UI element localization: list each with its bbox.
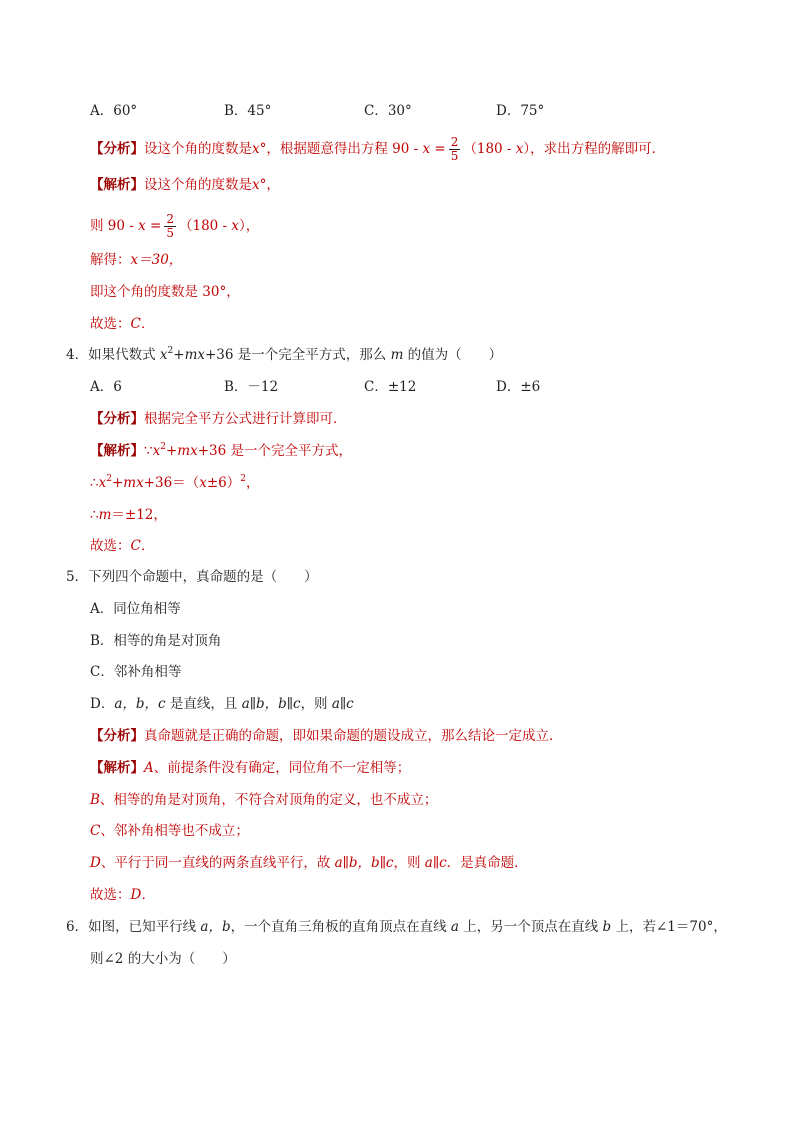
math-var: x — [159, 347, 168, 363]
math-var: x — [98, 475, 107, 491]
q5-analysis — [90, 726, 563, 746]
q3-answer — [90, 314, 154, 334]
math-var: a∥b，b∥c — [334, 855, 394, 871]
solution-text: = — [145, 218, 162, 234]
fraction-denominator: 5 — [450, 149, 459, 163]
math-var: D — [90, 855, 101, 871]
exponent: 2 — [160, 442, 166, 452]
q4-answer — [90, 536, 154, 556]
exponent: 2 — [167, 346, 174, 356]
math-var: x — [152, 443, 161, 459]
math-var: mx — [123, 475, 144, 491]
q3-option-d: D．75° — [496, 103, 545, 119]
solution-text: ＝±12， — [111, 507, 167, 523]
solution-text: 设这个角的度数是 — [144, 177, 252, 193]
fraction-numerator: 2 — [450, 135, 459, 149]
solution-text: 解得： — [90, 252, 131, 268]
q3-step-2 — [90, 250, 182, 270]
answer-value: C． — [130, 316, 155, 332]
solution-text: + — [165, 443, 178, 459]
fraction — [164, 213, 176, 240]
q3-option-a: A．60° — [90, 103, 138, 119]
solution-text: ．是真命题． — [446, 855, 528, 871]
solution-text: ， — [245, 475, 260, 491]
solution-text: +36＝（ — [143, 475, 200, 491]
analysis-tag: 【分析】 — [90, 411, 144, 427]
math-var: a，b，c — [114, 696, 166, 712]
math-var: x — [422, 141, 431, 157]
math-var: x — [199, 475, 207, 491]
math-var: m — [390, 347, 404, 363]
q5-option-d — [90, 694, 354, 714]
answer-label: 故选： — [90, 316, 131, 332]
math-var: mx — [184, 347, 205, 363]
math-var: x — [515, 141, 524, 157]
q3-step-3 — [90, 282, 240, 302]
option-text: ，则 — [300, 696, 332, 712]
question-text: + — [173, 347, 185, 363]
math-var: mx — [177, 443, 198, 459]
solution-text: 即这个角的度数是 — [90, 284, 203, 300]
solution-text: 、相等的角是对顶角，不符合对顶角的定义，也不成立； — [99, 792, 438, 808]
q4-analysis — [90, 409, 347, 429]
q5-option-a: A．同位角相等 — [90, 601, 181, 617]
q4-option-a: A．6 — [90, 379, 122, 395]
solution-text: 、平行于同一直线的两条直线平行，故 — [100, 855, 335, 871]
q5-stem: 5．下列四个命题中，真命题的是（ ） — [66, 569, 318, 585]
math-var: a∥c — [331, 696, 354, 712]
solution-text: ）， — [239, 218, 260, 234]
math-var: x° — [252, 141, 267, 157]
math-var: x — [138, 218, 146, 234]
q3-solution-heading — [90, 175, 280, 195]
math-expression: 30°， — [202, 284, 240, 300]
solution-tag: 【解析】 — [90, 443, 144, 459]
q3-analysis — [90, 136, 665, 163]
solution-text: 、前提条件没有确定，同位角不一定相等； — [153, 760, 411, 776]
math-var: m — [98, 507, 112, 523]
q5-option-b: B．相等的角是对顶角 — [90, 633, 222, 649]
math-var: a，b — [200, 919, 231, 935]
fraction-denominator: 5 — [166, 226, 174, 240]
analysis-text: （180 - — [463, 141, 516, 157]
question-text: 上，另一个顶点在直线 — [458, 919, 603, 935]
question-text: 4．如果代数式 — [66, 347, 160, 363]
q4-solution-heading — [90, 441, 352, 461]
q4-stem — [66, 345, 502, 365]
analysis-tag: 【分析】 — [90, 141, 144, 157]
analysis-text: 真命题就是正确的命题，即如果命题的题设成立，那么结论一定成立． — [144, 728, 563, 744]
question-text: 6．如图，已知平行线 — [66, 919, 201, 935]
q5-option-c: C．邻补角相等 — [90, 664, 182, 680]
solution-text: ∵ — [144, 443, 153, 459]
question-text: +36 是一个完全平方式，那么 — [204, 347, 391, 363]
analysis-text: = — [430, 141, 446, 157]
answer-value: D． — [130, 887, 155, 903]
math-var: a — [450, 919, 459, 935]
question-text: 上，若∠1＝70°， — [611, 919, 727, 935]
answer-label: 故选： — [90, 538, 131, 554]
q5-solution-c — [90, 821, 249, 841]
q4-option-c: C．±12 — [364, 379, 417, 395]
math-var: B — [90, 792, 100, 808]
solution-text: 则 90 - — [90, 218, 139, 234]
fraction-numerator: 2 — [166, 212, 174, 226]
analysis-text: ），求出方程的解即可． — [523, 141, 666, 157]
exponent: 2 — [106, 474, 112, 484]
fraction — [449, 136, 461, 163]
math-var: C — [90, 823, 101, 839]
math-var: x° — [252, 177, 267, 193]
q5-answer — [90, 885, 155, 905]
analysis-tag: 【分析】 — [90, 728, 144, 744]
solution-tag: 【解析】 — [90, 760, 144, 776]
math-expression: x＝30， — [130, 252, 183, 268]
answer-label: 故选： — [90, 887, 131, 903]
answer-value: C． — [130, 538, 155, 554]
math-var: a∥c — [424, 855, 447, 871]
solution-text: ， — [266, 177, 280, 193]
solution-text: ∴ — [90, 475, 99, 491]
solution-text: + — [111, 475, 124, 491]
q5-solution-b — [90, 790, 437, 810]
math-var: A — [144, 760, 154, 776]
q3-option-b: B．45° — [224, 103, 272, 119]
math-var: x — [231, 218, 240, 234]
analysis-text: 设这个角的度数是 — [144, 141, 252, 157]
q5-solution-a — [90, 758, 410, 778]
q6-stem-line-2: 则∠2 的大小为（ ） — [90, 951, 236, 967]
solution-tag: 【解析】 — [90, 177, 144, 193]
math-var: a∥b，b∥c — [241, 696, 301, 712]
q4-step-1 — [90, 473, 259, 493]
q4-step-2 — [90, 505, 167, 525]
analysis-text: ，根据题意得出方程 90 - — [266, 141, 423, 157]
question-text: ，一个直角三角板的直角顶点在直线 — [230, 919, 451, 935]
solution-text: ∴ — [90, 507, 99, 523]
solution-text: +36 是一个完全平方式， — [197, 443, 352, 459]
q5-solution-d — [90, 853, 528, 873]
q4-option-b: B．－12 — [224, 379, 279, 395]
math-var: b — [602, 919, 612, 935]
solution-text: （180 - — [179, 218, 232, 234]
option-text: D． — [90, 696, 115, 712]
analysis-text: 根据完全平方公式进行计算即可． — [144, 411, 347, 427]
q3-option-c: C．30° — [364, 103, 412, 119]
q6-stem — [66, 917, 727, 937]
exponent: 2 — [240, 474, 246, 484]
q3-step-1 — [90, 213, 259, 240]
solution-text: ，则 — [393, 855, 425, 871]
question-text: 的值为（ ） — [403, 347, 503, 363]
solution-text: 、邻补角相等也不成立； — [100, 823, 249, 839]
q4-option-d: D．±6 — [496, 379, 541, 395]
solution-text: ±6） — [206, 475, 241, 491]
option-text: 是直线，且 — [165, 696, 242, 712]
